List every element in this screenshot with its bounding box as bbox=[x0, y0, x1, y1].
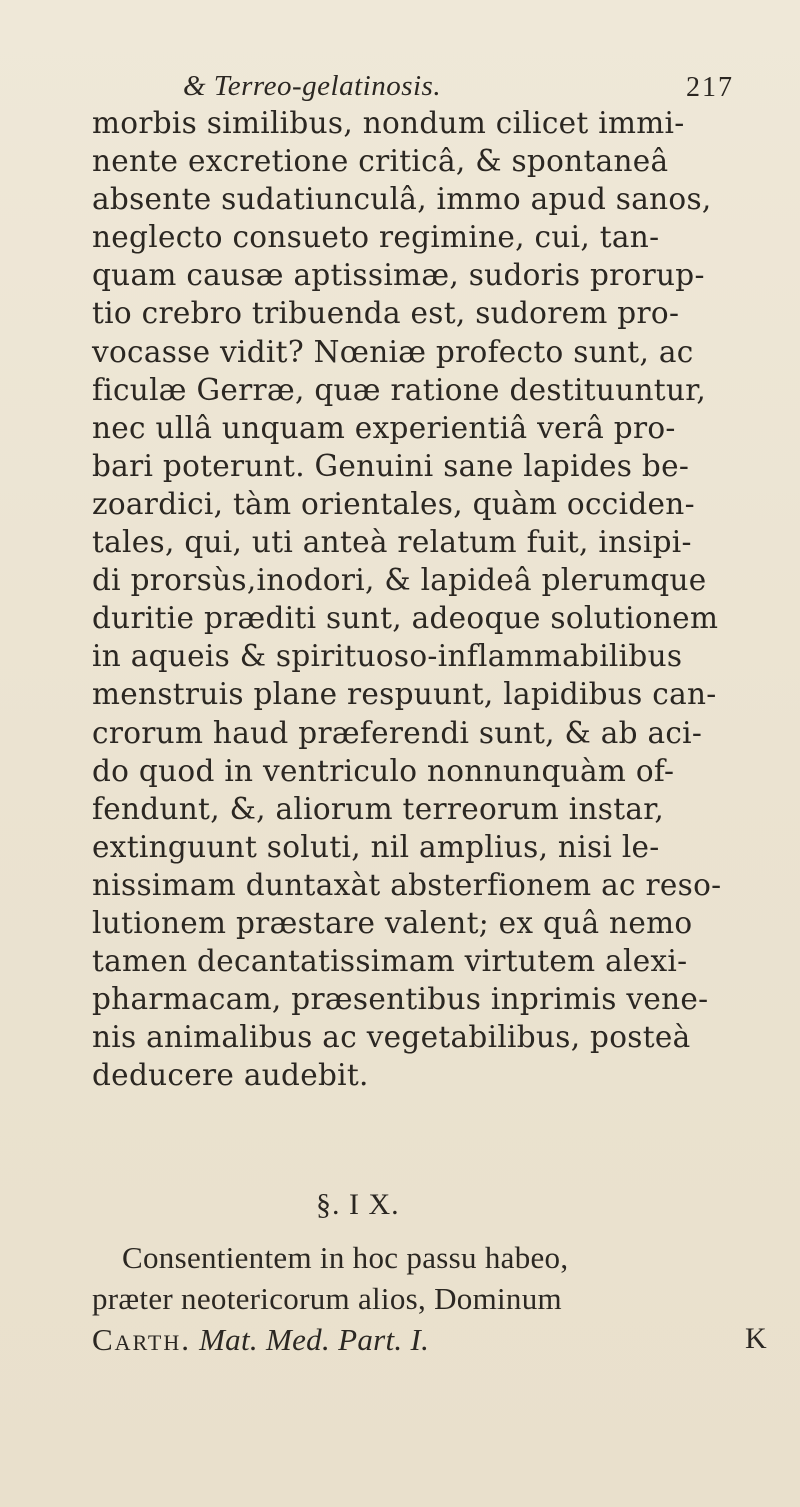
text-line: nissimam duntaxàt absterfionem ac reso- bbox=[92, 867, 722, 902]
text-line bbox=[92, 1279, 772, 1320]
text-line: pharmacam, præsentibus inprimis vene- bbox=[92, 982, 709, 1017]
text-line: di prorsùs,inodori, & lapideâ plerumque bbox=[92, 563, 707, 598]
text-line: ficulæ Gerræ, quæ ratione destituuntur, bbox=[92, 372, 707, 407]
signature-mark: K bbox=[745, 1322, 767, 1355]
text-line: quam causæ aptissimæ, sudoris prorup- bbox=[92, 258, 705, 293]
text-line: Consentientem in hoc passu habeo, bbox=[122, 1240, 569, 1275]
text-line: extinguunt soluti, nil amplius, nisi le- bbox=[92, 829, 660, 864]
second-paragraph bbox=[92, 1238, 772, 1361]
text-line: do quod in ventriculo nonnunquàm of- bbox=[92, 753, 675, 788]
text-line: crorum haud præferendi sunt, & ab aci- bbox=[92, 715, 703, 750]
page-header bbox=[0, 70, 800, 106]
text-line: nente excretione criticâ, & spontaneâ bbox=[92, 144, 669, 179]
page-number: 217 bbox=[686, 72, 734, 103]
section-heading: §. I X. bbox=[316, 1188, 400, 1221]
text-line: absente sudatiunculâ, immo apud sanos, bbox=[92, 182, 712, 217]
text-line: nec ullâ unquam experientiâ verâ pro- bbox=[92, 410, 676, 445]
running-title: & Terreo-gelatinosis. bbox=[183, 70, 442, 102]
reference-line bbox=[92, 1320, 772, 1361]
main-paragraph bbox=[92, 104, 772, 1096]
text-line: tamen decantatissimam virtutem alexi- bbox=[92, 944, 688, 979]
text-line: nis animalibus ac vegetabilibus, posteà bbox=[92, 1020, 691, 1055]
text-line: lutionem præstare valent; ex quâ nemo bbox=[92, 905, 693, 940]
text-line: zoardici, tàm orientales, quàm occiden- bbox=[92, 486, 695, 521]
text-line: menstruis plane respuunt, lapidibus can- bbox=[92, 677, 717, 712]
text-line: vocasse vidit? Nœniæ profecto sunt, ac bbox=[92, 334, 694, 369]
text-line: bari poterunt. Genuini sane lapides be- bbox=[92, 448, 690, 483]
text-line: fendunt, &, aliorum terreorum instar, bbox=[92, 791, 665, 826]
author-name: Carth. bbox=[92, 1322, 191, 1357]
text-line-body: præter neotericorum alios, Dominum bbox=[92, 1281, 562, 1316]
text-line: in aqueis & spirituoso-inflammabilibus bbox=[92, 639, 683, 674]
text-line: duritie præditi sunt, adeoque solutionem bbox=[92, 601, 719, 636]
text-line: tales, qui, uti anteà relatum fuit, insipi- bbox=[92, 525, 692, 560]
text-line: neglecto consueto regimine, cui, tan- bbox=[92, 220, 660, 255]
work-reference: Mat. Med. Part. I. bbox=[199, 1322, 430, 1357]
text-line: tio crebro tribuenda est, sudorem pro- bbox=[92, 296, 680, 331]
text-line: deducere audebit. bbox=[92, 1058, 369, 1093]
text-line: morbis similibus, nondum cilicet immi- bbox=[92, 106, 685, 140]
